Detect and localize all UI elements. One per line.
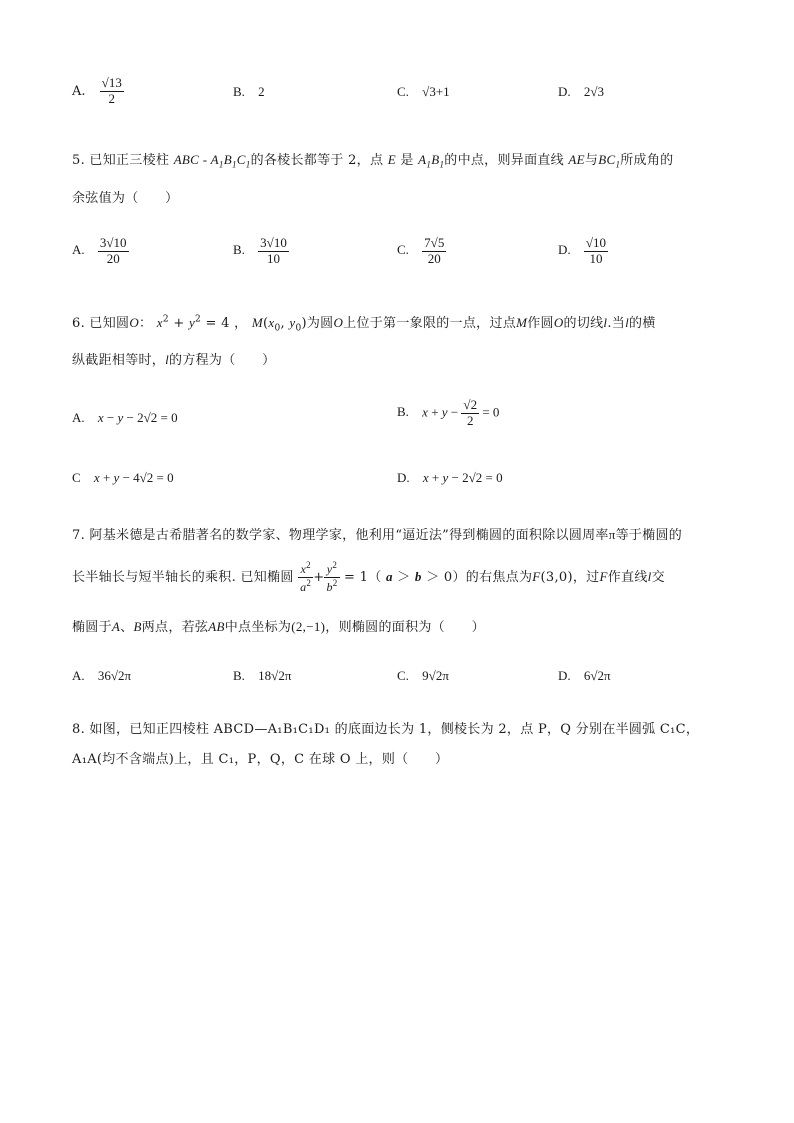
text: 两点，若弦 [141,620,209,635]
text: ，则椭圆的面积为（ ） [325,620,485,635]
option-label: A. [72,242,85,258]
q7-option-c[interactable]: C. 9√2π [397,668,449,683]
text: 所成角的 [620,153,674,168]
option-label: B. [397,404,409,420]
midpoint: (2,−1) [291,619,326,634]
math: E [387,152,396,167]
math: $A_1B_1$ [418,152,445,170]
denominator: 2 [108,90,115,106]
math: l [625,315,630,330]
option-label: D. [397,470,410,485]
q5-stem-line2: 余弦值为（ ） [72,191,179,206]
text: 当 [611,316,626,331]
math: l [165,352,170,367]
q4-option-c[interactable]: C. √3+1 [397,84,450,99]
option-label: D. [558,242,571,258]
math: O [129,315,140,330]
q5-option-b[interactable] [233,236,289,267]
option-label: D. [558,84,571,99]
denominator: 10 [589,250,603,266]
radicand: 10 [593,235,607,250]
q8-stem-line1: 8. 如图，已知正四棱柱 ABCD—A₁B₁C₁D₁ 的底面边长为 1，侧棱长为 2，点 P，Q 分别在半圆弧 C₁C， [72,722,700,737]
q8-stem-line2: A₁A(均不含端点)上，且 C₁，P，Q，C 在球 O 上，则（ ） [72,752,449,767]
fraction: $\frac{7√5}{20}$ [424,235,445,266]
text: 是 [400,153,414,168]
fraction: $\frac{√2}{2}$ [463,397,478,428]
ellipse-y-term: $\frac{y^2}{b^2}$ [326,560,338,594]
text: 交 [651,569,665,585]
circle-equation: x [156,315,163,330]
denominator: 20 [427,250,441,266]
coefficient: 18 [258,668,272,683]
fraction: $\frac{√13}{2}$ [101,75,122,106]
q7-stem-line3: 椭圆于A、B两点，若弦AB中点坐标为(2,−1)，则椭圆的面积为（ ） [72,619,485,635]
math: l [647,568,652,584]
option-label: B. [233,668,245,683]
q6-stem-line2 [72,349,275,368]
math: O [553,315,564,330]
q7-stem-line2: 长半轴长与短半轴长的乘积. 已知椭圆 $\frac{x^2}{a^2}$ + $\frac{y^2}{b^2}$ = 1（ a ＞ b ＞ 0）的右焦点为F(3,0)，过F作直线l交 [72,560,665,594]
pi-symbol: π [608,527,616,542]
text: 长半轴长与短半轴长的乘积. 已知椭圆 [72,569,294,585]
math: B [133,619,142,634]
text: 6. 已知圆 [72,316,130,331]
coefficient: 7 [424,235,431,250]
focus-f: F [532,568,541,584]
q6-option-a[interactable]: A. x − y − 2√2 = 0 [72,410,178,425]
prism-name: ABC - $A_1B_1C_1$ [173,152,251,170]
math: O [333,315,344,330]
q6-option-b[interactable]: B. x + y − $\frac{√2}{2}$ = 0 [397,397,500,428]
math: A [111,619,121,634]
math: l [603,315,608,330]
text: 与 [584,153,599,168]
q7-option-a[interactable]: A. 36√2π [72,668,132,683]
option-label: C [72,470,81,485]
option-label: B. [233,242,245,258]
q5-option-d[interactable] [558,236,608,267]
option-label: C. [397,242,409,258]
q6-option-c[interactable]: C x + y − 4√2 = 0 [72,470,174,485]
option-value: 2 [258,84,265,99]
option-label: A. [72,83,86,99]
text: 的横 [629,316,656,331]
coefficient: 9 [422,668,429,683]
text: 的切线 [563,316,604,331]
coefficient: 3 [260,235,267,250]
option-label: D. [558,668,571,683]
math: $BC_1$ [598,152,621,170]
math: AB [208,619,225,634]
option-label: A. [72,668,85,683]
coefficient: 3 [99,235,107,250]
equation: x [93,470,100,485]
denominator: 10 [266,250,280,266]
text: 7. 阿基米德是古希腊著名的数学家、物理学家，他利用“逼近法”得到椭圆的面积除以圆周率 [72,528,609,543]
text: 的方程为（ ） [169,353,276,368]
option-label: C. [397,84,409,99]
text: 椭圆于 [72,620,112,635]
radicand: 10 [113,235,127,250]
q5-option-a[interactable] [72,236,129,267]
coefficient: 36 [97,668,111,683]
text: 为圆 [306,316,334,331]
q5-stem-line1 [72,149,673,170]
coefficient: 2 [583,84,591,99]
fraction: $\frac{√10}{10}$ [585,235,607,266]
q6-option-d[interactable]: D. x + y − 2√2 = 0 [397,470,503,485]
fraction: $\frac{3√10}{20}$ [99,235,127,266]
denominator: 20 [106,250,120,266]
text: 上位于第一象限的一点，过点 [343,316,517,331]
math: M [516,315,528,330]
text: 的各棱长都等于 2，点 [250,153,384,168]
fraction: $\frac{3√10}{10}$ [260,235,287,266]
coefficient: 6 [583,668,591,683]
equation: x [422,404,428,420]
radicand: 10 [273,235,287,250]
q7-stem-line1 [72,524,682,543]
q4-option-a[interactable] [72,76,124,107]
text: 5. 已知正三棱柱 [72,153,170,168]
text: 等于椭圆的 [615,528,683,543]
text: 作圆 [527,316,554,331]
radicand: 3 [429,84,436,99]
q5-option-c[interactable] [397,236,446,267]
text: 纵截距相等时， [72,353,166,368]
math: F [599,568,608,584]
text: 作直线 [607,569,648,585]
text: 的右焦点为 [465,569,533,585]
q4-option-d[interactable]: D. 2√3 [558,84,605,99]
option-label: A. [72,410,85,425]
ellipse-x-term: $\frac{x^2}{a^2}$ [300,560,312,594]
radicand: 13 [108,75,122,90]
radicand: 5 [437,235,445,250]
equation: x [422,470,429,485]
option-label: C. [397,668,409,683]
text: 的中点，则异面直线 [444,153,564,168]
text: 中点坐标为 [224,620,292,635]
q4-option-b[interactable] [233,84,265,100]
math: AE [568,152,585,167]
point-m: M [251,315,263,330]
q6-stem-line1: 6. 已知圆O： $x^2 + y^2 = 4$ ， $M(x_0$, $y_0$)为圆O上位于第一象限的一点，过点M作圆O的切线l.当l的横 [72,314,656,334]
q7-option-b[interactable]: B. 18√2π [233,668,292,683]
q7-option-d[interactable]: D. 6√2π [558,668,611,683]
equation: x [97,410,104,425]
radicand: 3 [597,84,605,99]
option-label: B. [233,84,245,99]
option-tail: +1 [435,84,450,99]
text: ，过 [572,569,600,585]
